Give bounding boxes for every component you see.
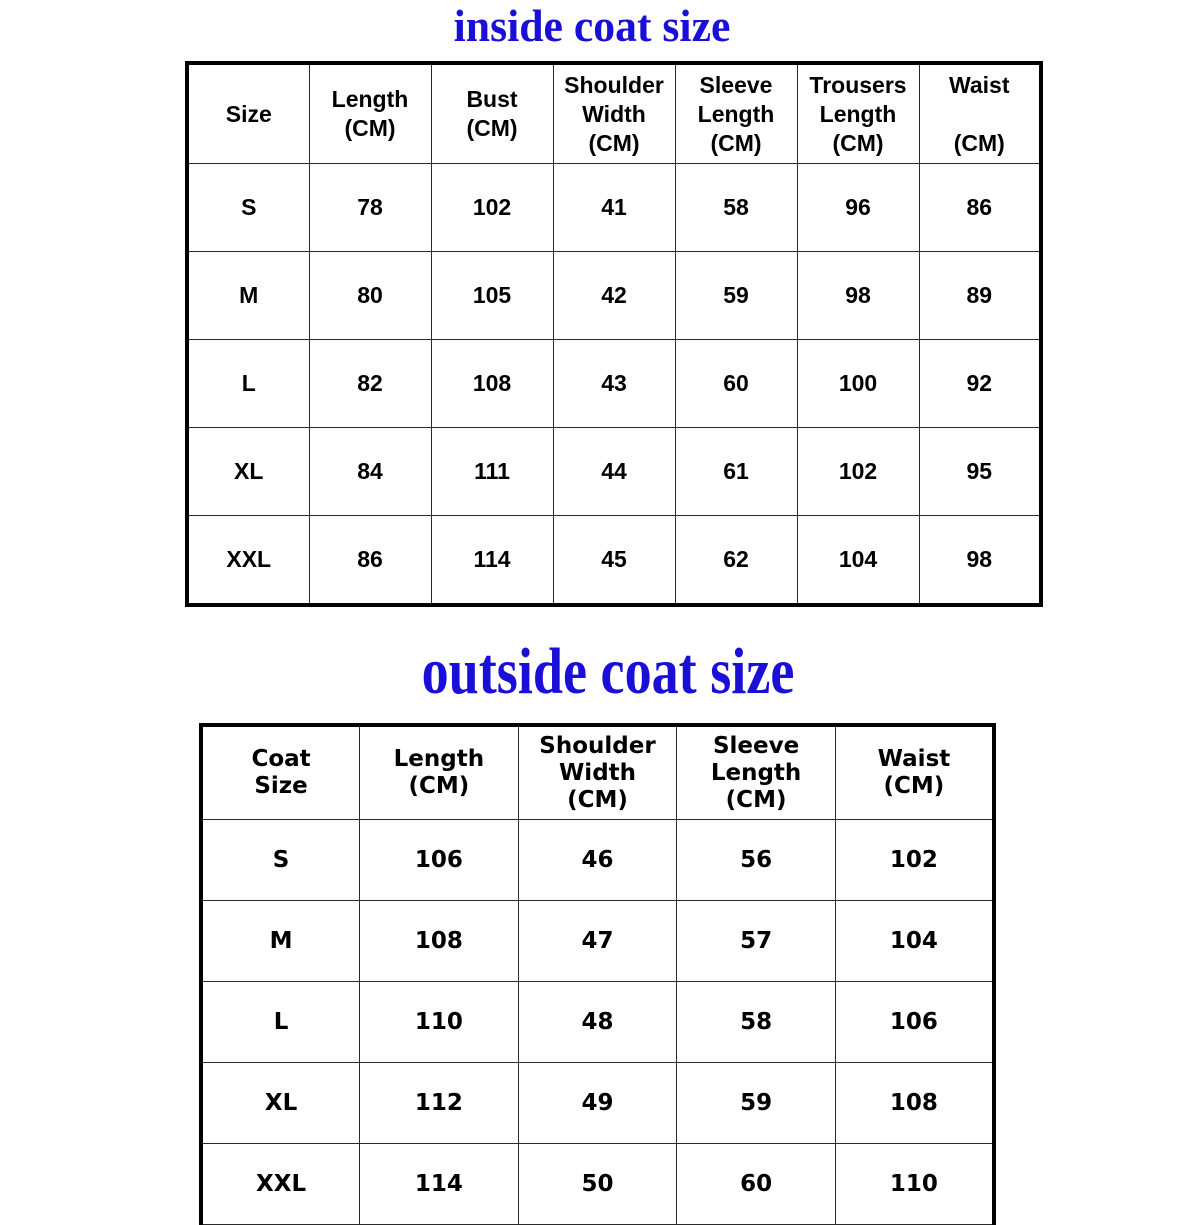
column-header <box>835 725 994 820</box>
column-header <box>431 63 553 164</box>
column-header-line: Size <box>225 100 272 127</box>
measurement-cell: 98 <box>797 252 919 340</box>
column-header-line: (CM) <box>567 786 628 813</box>
column-header-line: (CM) <box>832 129 884 156</box>
column-header <box>187 63 309 164</box>
measurement-cell: 45 <box>553 516 675 606</box>
measurement-cell: 95 <box>919 428 1041 516</box>
measurement-cell: 58 <box>675 164 797 252</box>
measurement-cell: 59 <box>675 252 797 340</box>
column-header-line: Waist <box>877 746 951 772</box>
column-header-line: Bust <box>466 86 518 112</box>
measurement-cell: 84 <box>309 428 431 516</box>
size-label-cell: XL <box>187 428 309 516</box>
column-header <box>309 63 431 164</box>
table-row <box>201 1063 994 1144</box>
size-label-cell: S <box>187 164 309 252</box>
table-row <box>187 252 1041 340</box>
size-label-cell: L <box>201 982 360 1063</box>
table-row <box>187 428 1041 516</box>
column-header-line: Length <box>697 100 775 127</box>
column-header <box>675 63 797 164</box>
column-header-line: Shoulder <box>539 732 656 759</box>
column-header-line: (CM) <box>588 129 640 156</box>
table-row <box>201 1144 994 1225</box>
measurement-cell: 82 <box>309 340 431 428</box>
measurement-cell: 102 <box>797 428 919 516</box>
measurement-cell: 86 <box>919 164 1041 252</box>
measurement-cell: 57 <box>677 901 836 982</box>
measurement-cell: 104 <box>797 516 919 606</box>
outside-coat-size-title: outside coat size <box>421 635 795 708</box>
column-header <box>797 63 919 164</box>
column-header-line: (CM) <box>408 773 470 799</box>
column-header-line: Length <box>819 100 897 127</box>
column-header-line: Width <box>558 759 637 786</box>
measurement-cell: 60 <box>675 340 797 428</box>
column-header <box>360 725 519 820</box>
measurement-cell: 48 <box>518 982 677 1063</box>
column-header <box>677 725 836 820</box>
column-header-line <box>920 100 1040 129</box>
measurement-cell: 62 <box>675 516 797 606</box>
measurement-cell: 98 <box>919 516 1041 606</box>
size-label-cell: XXL <box>187 516 309 606</box>
table-row <box>201 901 994 982</box>
column-header-line: Coat <box>251 746 311 772</box>
measurement-cell: 104 <box>835 901 994 982</box>
column-header-line: (CM) <box>344 115 396 141</box>
measurement-cell: 110 <box>360 982 519 1063</box>
table-header-row <box>187 63 1041 164</box>
column-header-line: (CM) <box>466 115 518 141</box>
measurement-cell: 114 <box>431 516 553 606</box>
measurement-cell: 49 <box>518 1063 677 1144</box>
table-header-row <box>201 725 994 820</box>
table-row <box>187 516 1041 606</box>
measurement-cell: 102 <box>835 820 994 901</box>
measurement-cell: 47 <box>518 901 677 982</box>
column-header-line: (CM) <box>883 773 945 799</box>
inside-coat-size-title: inside coat size <box>453 0 731 51</box>
column-header-line: Sleeve <box>712 732 800 759</box>
size-label-cell: L <box>187 340 309 428</box>
column-header-line: Shoulder <box>564 71 664 98</box>
measurement-cell: 111 <box>431 428 553 516</box>
table-row <box>201 820 994 901</box>
size-label-cell: XXL <box>201 1144 360 1225</box>
column-header-line: Size <box>254 773 308 799</box>
measurement-cell: 59 <box>677 1063 836 1144</box>
column-header-line: (CM) <box>725 786 787 813</box>
measurement-cell: 108 <box>431 340 553 428</box>
column-header-line: Width <box>582 100 646 127</box>
inside-coat-size-table <box>185 61 1043 607</box>
measurement-cell: 86 <box>309 516 431 606</box>
column-header-line: Trousers <box>809 71 907 98</box>
measurement-cell: 110 <box>835 1144 994 1225</box>
measurement-cell: 102 <box>431 164 553 252</box>
measurement-cell: 44 <box>553 428 675 516</box>
column-header <box>201 725 360 820</box>
measurement-cell: 106 <box>360 820 519 901</box>
measurement-cell: 112 <box>360 1063 519 1144</box>
measurement-cell: 92 <box>919 340 1041 428</box>
measurement-cell: 106 <box>835 982 994 1063</box>
measurement-cell: 100 <box>797 340 919 428</box>
measurement-cell: 114 <box>360 1144 519 1225</box>
measurement-cell: 60 <box>677 1144 836 1225</box>
column-header-line: Length <box>710 759 802 786</box>
outside-coat-size-table <box>199 723 996 1225</box>
table-row <box>201 982 994 1063</box>
measurement-cell: 42 <box>553 252 675 340</box>
column-header <box>518 725 677 820</box>
measurement-cell: 56 <box>677 820 836 901</box>
table-row <box>187 164 1041 252</box>
measurement-cell: 80 <box>309 252 431 340</box>
measurement-cell: 89 <box>919 252 1041 340</box>
measurement-cell: 50 <box>518 1144 677 1225</box>
size-label-cell: S <box>201 820 360 901</box>
measurement-cell: 41 <box>553 164 675 252</box>
column-header-line: Length <box>393 746 485 772</box>
measurement-cell: 78 <box>309 164 431 252</box>
column-header-line: Length <box>331 86 409 112</box>
column-header-line: Waist <box>949 71 1010 98</box>
column-header-line: (CM) <box>710 129 762 156</box>
measurement-cell: 105 <box>431 252 553 340</box>
measurement-cell: 58 <box>677 982 836 1063</box>
table-row <box>187 340 1041 428</box>
measurement-cell: 46 <box>518 820 677 901</box>
measurement-cell: 61 <box>675 428 797 516</box>
column-header <box>919 63 1041 164</box>
size-label-cell: M <box>187 252 309 340</box>
column-header-line: (CM) <box>953 129 1005 156</box>
measurement-cell: 108 <box>360 901 519 982</box>
measurement-cell: 96 <box>797 164 919 252</box>
size-label-cell: XL <box>201 1063 360 1144</box>
column-header-line: Sleeve <box>699 71 773 98</box>
measurement-cell: 108 <box>835 1063 994 1144</box>
measurement-cell: 43 <box>553 340 675 428</box>
size-label-cell: M <box>201 901 360 982</box>
column-header <box>553 63 675 164</box>
